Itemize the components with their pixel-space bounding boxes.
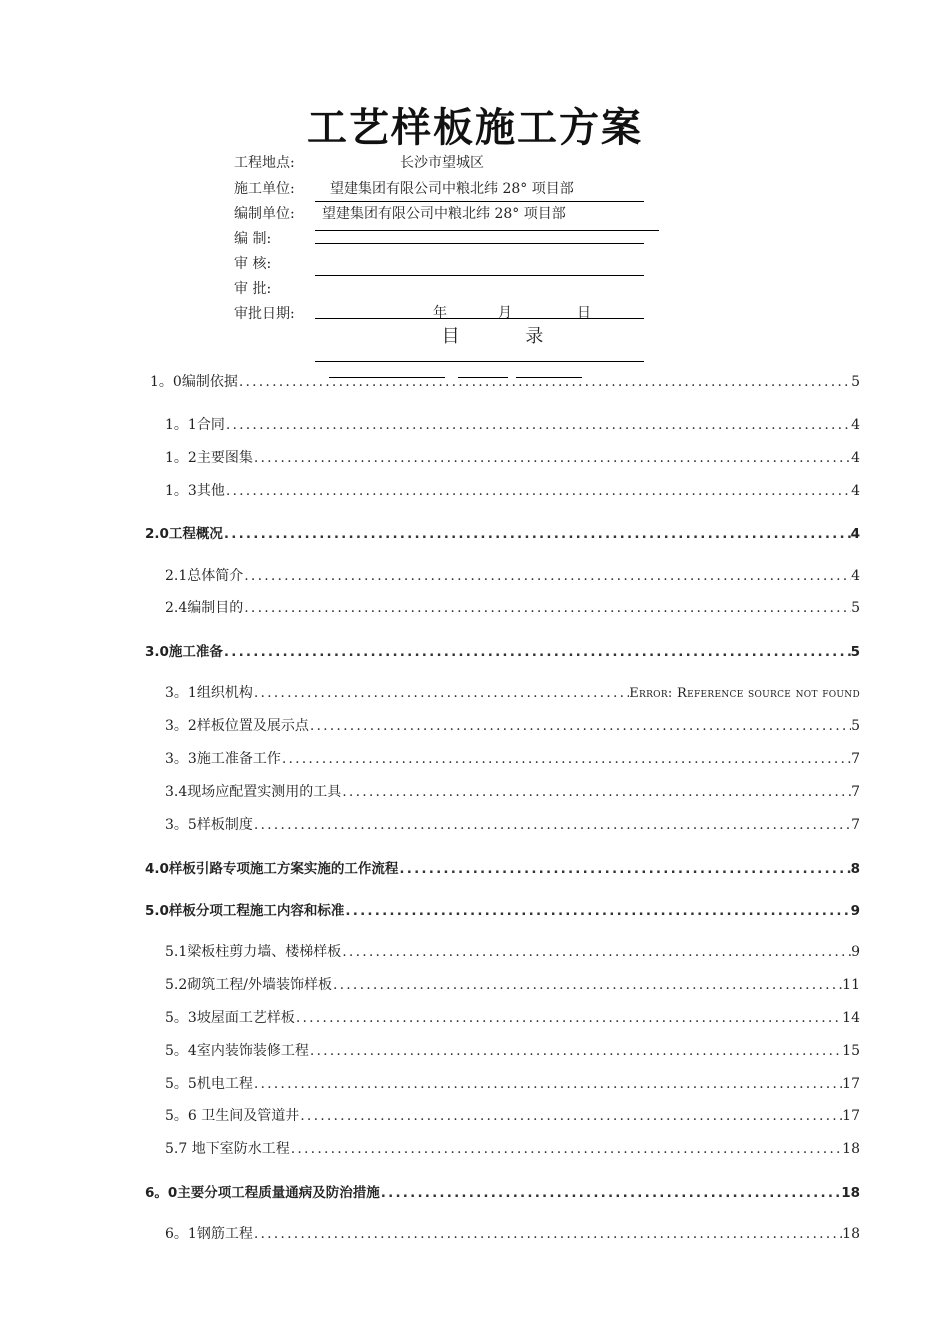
compiled-label: 编 制: <box>234 231 272 247</box>
toc-entry-label: 6。0主要分项工程质量通病及防治措施 <box>145 1185 380 1201</box>
toc-entry-label: 3.0施工准备 <box>145 644 223 660</box>
toc-entry-label: 5。6 卫生间及管道井 <box>165 1108 300 1124</box>
toc-entry-page: 14 <box>842 1010 860 1026</box>
editor-unit-label: 编制单位: <box>234 206 295 222</box>
toc-entry-page: 8 <box>850 861 860 877</box>
toc-entry[interactable] <box>165 1007 860 1027</box>
toc-entry[interactable] <box>165 1223 860 1243</box>
approved-label: 审 批: <box>234 281 272 297</box>
toc-leader-dots <box>341 784 851 800</box>
toc-entry[interactable] <box>165 1073 860 1093</box>
toc-entry-page-error: Error: Reference source not found <box>629 686 860 701</box>
toc-entry-label: 3。1组织机构 <box>165 685 253 701</box>
toc-heading: 目 录 <box>441 326 574 347</box>
toc-entry-page: 4 <box>851 450 860 466</box>
toc-entry-label: 2.1总体简介 <box>165 568 244 584</box>
toc-entry-label: 3。3施工准备工作 <box>165 751 281 767</box>
toc-entry[interactable] <box>165 748 860 768</box>
toc-leader-dots <box>243 568 851 584</box>
toc-entry[interactable] <box>165 565 860 585</box>
toc-leader-dots <box>380 1185 841 1201</box>
toc-leader-dots <box>225 483 851 499</box>
toc-entry-page: 4 <box>851 417 860 433</box>
toc-entry-page: 7 <box>851 817 860 833</box>
toc-leader-dots <box>281 751 851 767</box>
toc-entry-label: 5.2砌筑工程/外墙装饰样板 <box>165 977 332 993</box>
link-underline <box>458 377 508 378</box>
reviewed-underline <box>315 275 644 276</box>
toc-entry-label: 2.0工程概况 <box>145 526 223 542</box>
toc-entry-page: 7 <box>851 751 860 767</box>
toc-entry[interactable] <box>150 371 860 391</box>
toc-entry[interactable] <box>145 899 860 919</box>
toc-leader-dots <box>341 944 851 960</box>
location-label: 工程地点: <box>234 155 295 171</box>
toc-leader-dots <box>295 1010 842 1026</box>
toc-entry-label: 5.7 地下室防水工程 <box>165 1141 290 1157</box>
link-underline <box>329 377 445 378</box>
toc-entry-label: 5.1梁板柱剪力墙、楼梯样板 <box>165 944 342 960</box>
toc-entry-page: 7 <box>851 784 860 800</box>
toc-entry-page: 5 <box>851 718 860 734</box>
toc-entry-label: 3。2样板位置及展示点 <box>165 718 309 734</box>
toc-top-rule <box>315 361 644 362</box>
toc-leader-dots <box>223 644 851 660</box>
toc-entry-label: 5.0样板分项工程施工内容和标准 <box>145 903 345 919</box>
toc-leader-dots <box>253 450 851 466</box>
toc-entry-page: 4 <box>851 483 860 499</box>
toc-entry[interactable] <box>165 480 860 500</box>
toc-entry-page: 11 <box>842 977 860 993</box>
toc-entry[interactable] <box>165 414 860 434</box>
approval-date-underline <box>315 318 644 319</box>
toc-entry-page: 18 <box>841 1185 860 1201</box>
toc-leader-dots <box>253 685 629 701</box>
toc-entry-page: 18 <box>842 1226 860 1242</box>
toc-leader-dots <box>225 417 851 433</box>
toc-entry[interactable] <box>165 1105 860 1125</box>
toc-leader-dots <box>253 817 851 833</box>
toc-entry-page: 5 <box>850 644 860 660</box>
toc-entry-page: 9 <box>851 944 860 960</box>
toc-entry[interactable] <box>165 941 860 961</box>
toc-entry-label: 1。3其他 <box>165 483 225 499</box>
toc-entry-label: 5。4室内装饰装修工程 <box>165 1043 309 1059</box>
toc-leader-dots <box>290 1141 842 1157</box>
reviewed-label: 审 核: <box>234 256 272 272</box>
builder-underline <box>315 201 644 202</box>
toc-entry-label: 5。5机电工程 <box>165 1076 253 1092</box>
toc-entry-label: 2.4编制目的 <box>165 600 244 616</box>
year-label: 年 <box>433 305 447 321</box>
toc-entry-label: 4.0样板引路专项施工方案实施的工作流程 <box>145 861 399 877</box>
toc-entry-page: 17 <box>842 1108 860 1124</box>
toc-leader-dots <box>253 1226 842 1242</box>
builder-label: 施工单位: <box>234 181 295 197</box>
toc-leader-dots <box>332 977 842 993</box>
compiled-underline <box>315 243 644 244</box>
toc-entry-label: 1。2主要图集 <box>165 450 253 466</box>
document-title: 工艺样板施工方案 <box>307 105 643 151</box>
toc-leader-dots <box>309 1043 842 1059</box>
builder-value: 望建集团有限公司中粮北纬 28° 项目部 <box>330 181 574 197</box>
toc-entry[interactable] <box>165 597 860 617</box>
toc-entry-label: 3。5样板制度 <box>165 817 253 833</box>
toc-entry-label: 5。3坡屋面工艺样板 <box>165 1010 295 1026</box>
toc-entry[interactable] <box>165 715 860 735</box>
toc-entry-page: 18 <box>842 1141 860 1157</box>
editor-unit-underline <box>315 230 659 231</box>
toc-entry[interactable] <box>145 640 860 660</box>
toc-entry[interactable] <box>165 682 860 702</box>
toc-entry-page: 17 <box>842 1076 860 1092</box>
toc-entry[interactable] <box>145 522 860 542</box>
toc-leader-dots <box>344 903 850 919</box>
toc-entry-page: 4 <box>851 568 860 584</box>
toc-entry-page: 5 <box>851 374 860 390</box>
toc-entry-label: 1。0编制依据 <box>150 374 238 390</box>
location-value: 长沙市望城区 <box>400 155 484 171</box>
toc-entry-page: 15 <box>842 1043 860 1059</box>
toc-entry[interactable] <box>145 857 860 877</box>
toc-entry[interactable] <box>165 781 860 801</box>
approval-date-label: 审批日期: <box>234 306 295 322</box>
toc-leader-dots <box>253 1076 842 1092</box>
toc-entry-page: 4 <box>850 526 860 542</box>
toc-entry-page: 5 <box>851 600 860 616</box>
toc-leader-dots <box>398 861 850 877</box>
toc-entry[interactable] <box>165 1138 860 1158</box>
toc-leader-dots <box>309 718 851 734</box>
toc-entry[interactable] <box>165 447 860 467</box>
toc-leader-dots <box>299 1108 842 1124</box>
toc-entry-page: 9 <box>850 903 860 919</box>
toc-entry-label: 6。1钢筋工程 <box>165 1226 253 1242</box>
toc-entry-label: 3.4现场应配置实测用的工具 <box>165 784 342 800</box>
toc-leader-dots <box>243 600 851 616</box>
toc-leader-dots <box>223 526 851 542</box>
toc-entry[interactable] <box>165 974 860 994</box>
month-label: 月 <box>498 305 512 321</box>
link-underline <box>516 377 582 378</box>
toc-entry-label: 1。1合同 <box>165 417 225 433</box>
editor-unit-value: 望建集团有限公司中粮北纬 28° 项目部 <box>322 206 566 222</box>
day-label: 日 <box>577 305 591 321</box>
toc-entry[interactable] <box>145 1181 860 1201</box>
toc-entry[interactable] <box>165 814 860 834</box>
toc-entry[interactable] <box>165 1040 860 1060</box>
